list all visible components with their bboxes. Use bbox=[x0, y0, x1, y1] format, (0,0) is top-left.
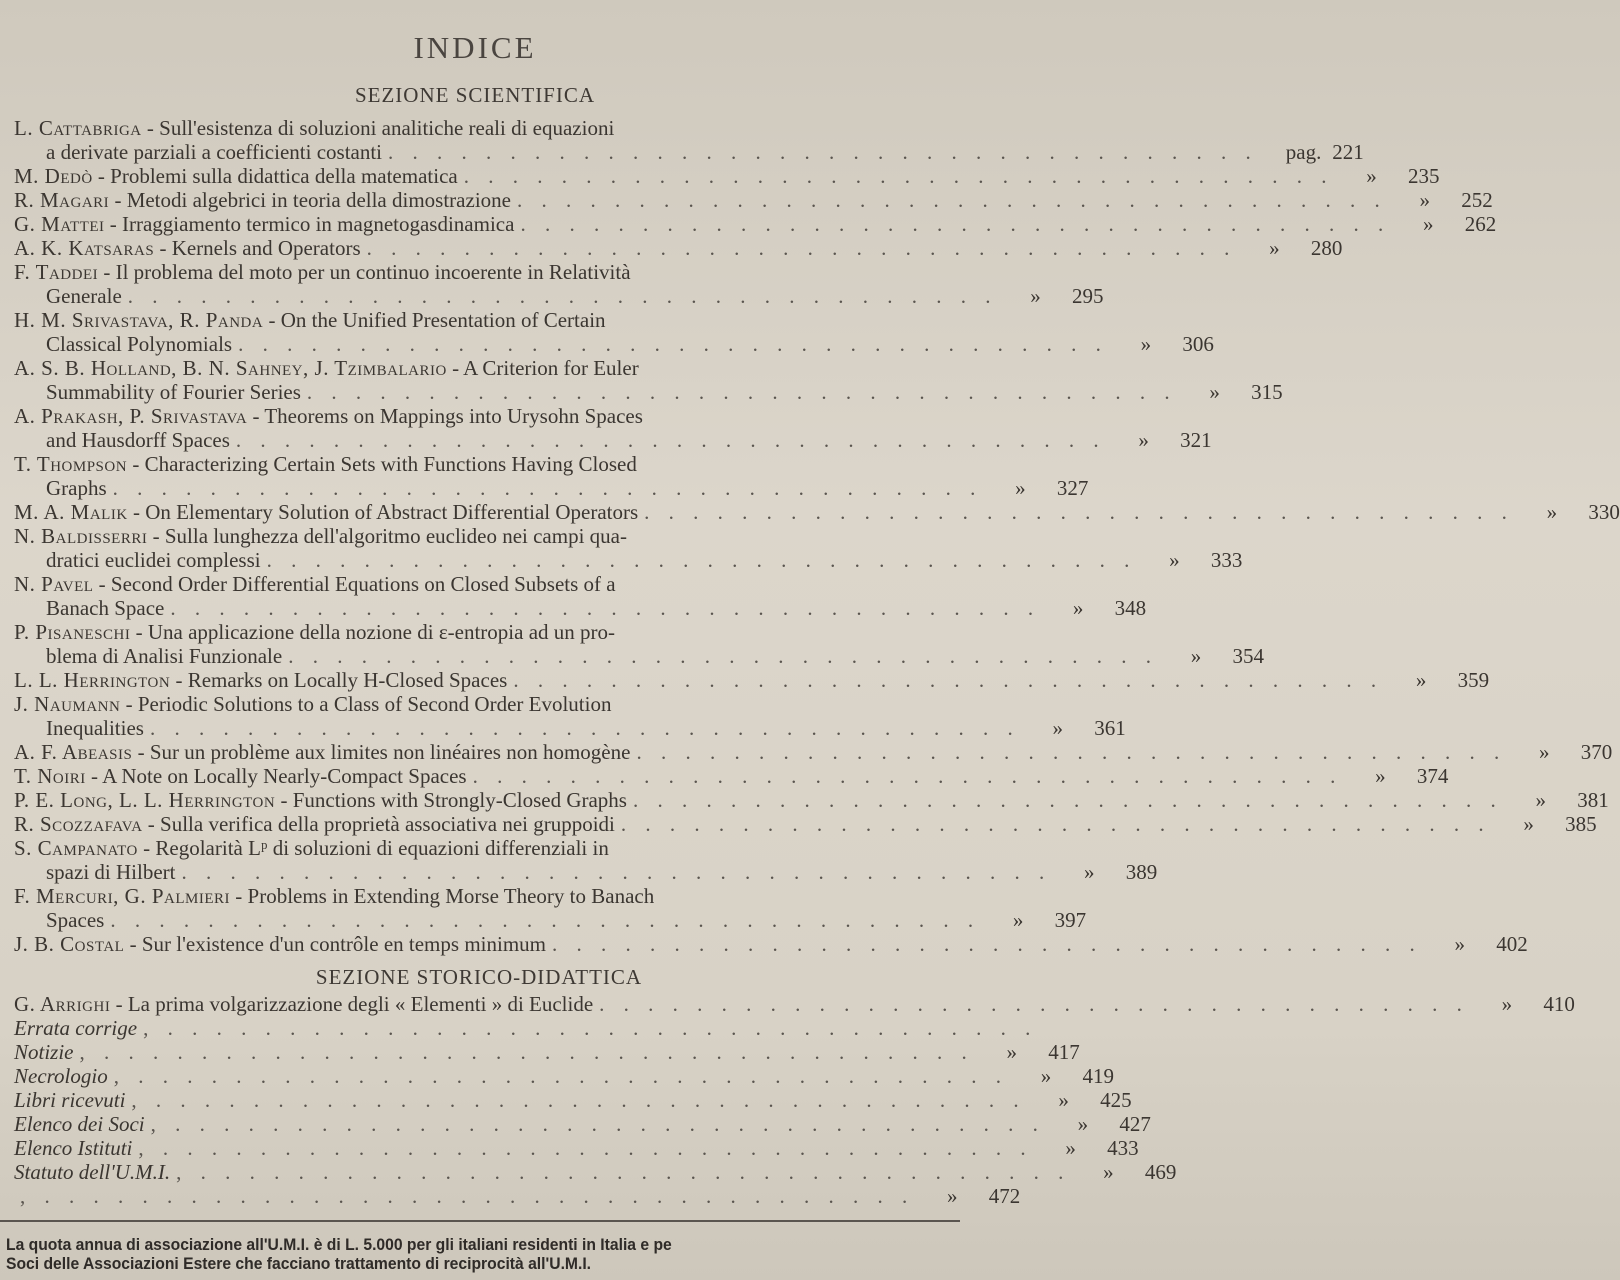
page-ref bbox=[1051, 1112, 1151, 1136]
entry-text bbox=[46, 332, 232, 356]
entry-author: P. E. Long, L. L. Herrington bbox=[14, 788, 276, 812]
page-ref bbox=[1043, 1016, 1143, 1040]
page-ref bbox=[1112, 428, 1212, 452]
page-ref bbox=[1396, 212, 1496, 236]
page-marker: » bbox=[1269, 236, 1280, 260]
entry-text: A. K. Katsaras - Kernels and Operators bbox=[14, 236, 361, 260]
dot-leader: . . . . . . . . . . . . . . . . . . . . . . . . . . . . . . . . . . . . bbox=[127, 284, 998, 308]
footer-line-2: Soci delle Associazioni Estere che facciano trattamento di reciprocità all'U.M.I. bbox=[6, 1255, 592, 1273]
entry-author: F. Mercuri, G. Palmieri bbox=[14, 884, 231, 908]
entry-title: La prima volgarizzazione degli « Elementi » di Euclide bbox=[127, 992, 594, 1016]
misc-entry bbox=[14, 1112, 1151, 1136]
entry-text: N. Pavel - Second Order Differential Equations on Closed Subsets of a bbox=[14, 572, 616, 596]
page-number: 280 bbox=[1310, 236, 1343, 260]
entry-title: Una applicazione della nozione di ε-entropia ad un pro- bbox=[147, 620, 616, 644]
page-number: 417 bbox=[1048, 1040, 1080, 1064]
page-marker: » bbox=[1366, 164, 1377, 188]
page-ref bbox=[1004, 284, 1104, 308]
dot-leader: . . . . . . . . . . . . . . . . . . . . . . . . . . . . . . . . . . . . bbox=[366, 236, 1237, 260]
page-marker: » bbox=[1375, 764, 1386, 788]
dot-leader: . . . . . . . . . . . . . . . . . . . . . . . . . . . . . . . . . . . . bbox=[288, 644, 1158, 668]
entry-text: P. Pisaneschi - Una applicazione della nozione di ε-entropia ad un pro- bbox=[14, 620, 616, 644]
page-ref bbox=[1026, 716, 1126, 740]
page-number: 381 bbox=[1577, 788, 1609, 812]
page-ref bbox=[1339, 164, 1439, 188]
entry-title: Kernels and Operators bbox=[171, 236, 361, 260]
toc-entry-line bbox=[14, 524, 944, 548]
entry-text bbox=[46, 380, 301, 404]
page-marker: » bbox=[1072, 596, 1084, 620]
entry-title: Sur l'existence d'un contrôle en temps minimum bbox=[141, 932, 546, 956]
entry-title: A Criterion for Euler bbox=[463, 356, 639, 380]
page-number: 402 bbox=[1496, 932, 1528, 956]
toc-entry-line bbox=[14, 620, 944, 644]
page-number: 397 bbox=[1054, 908, 1087, 932]
page-number: 472 bbox=[988, 1184, 1021, 1208]
page-ref bbox=[1039, 1136, 1139, 1160]
entry-author: A. Prakash, P. Srivastava bbox=[14, 404, 248, 428]
toc-entry-line bbox=[14, 644, 1264, 668]
toc-entry-line bbox=[14, 716, 1126, 740]
entry-title: Classical Polynomials bbox=[46, 332, 233, 356]
dot-leader: . . . . . . . . . . . . . . . . . . . . . . . . . . . . . . . . . . . . bbox=[181, 860, 1052, 884]
entry-title: spazi di Hilbert bbox=[46, 860, 176, 884]
page-number: 385 bbox=[1565, 812, 1597, 836]
toc-entry-line bbox=[14, 572, 944, 596]
entry-title: On the Unified Presentation of Certain bbox=[280, 308, 606, 332]
page-ref bbox=[1520, 500, 1620, 524]
entry-text bbox=[46, 716, 144, 740]
entry-title: Theorems on Mappings into Urysohn Spaces bbox=[264, 404, 643, 428]
dot-leader: , . . . . . . . . . . . . . . . . . . . . . . . . . . . . . . . . . . . . bbox=[79, 1040, 974, 1064]
page-marker: » bbox=[1454, 932, 1465, 956]
entry-text bbox=[46, 644, 282, 668]
page-marker: » bbox=[1538, 740, 1550, 764]
misc-label: Errata corrige bbox=[14, 1016, 138, 1040]
page-number: 370 bbox=[1580, 740, 1613, 764]
misc-label: Elenco Istituti bbox=[14, 1136, 133, 1160]
misc-label: Notizie bbox=[14, 1040, 74, 1064]
page-number: 433 bbox=[1107, 1136, 1139, 1160]
toc-entry-line bbox=[14, 812, 1597, 836]
dot-leader: , . . . . . . . . . . . . . . . . . . . . . . . . . . . . . . . . . . . . bbox=[20, 1184, 915, 1208]
entry-text: L. Cattabriga - Sull'esistenza di soluzioni analitiche reali di equazioni bbox=[14, 116, 615, 140]
toc-entry-line bbox=[14, 692, 944, 716]
page-marker: » bbox=[1501, 992, 1513, 1016]
toc-entry-line bbox=[14, 116, 944, 140]
toc-entry-line bbox=[14, 380, 1283, 404]
page-marker: » bbox=[1040, 1064, 1052, 1088]
page-number: 221 bbox=[1332, 140, 1364, 164]
page-number: 321 bbox=[1180, 428, 1212, 452]
entry-title: a derivate parziali a coefficienti costanti bbox=[46, 140, 383, 164]
toc-entry-line bbox=[14, 764, 1449, 788]
entry-text: F. Taddei - Il problema del moto per un continuo incoerente in Relatività bbox=[14, 260, 631, 284]
table-of-contents bbox=[14, 116, 1620, 1208]
misc-label: Necrologio bbox=[14, 1064, 108, 1088]
entry-text bbox=[46, 596, 164, 620]
page-ref bbox=[1509, 788, 1609, 812]
page-number: 410 bbox=[1543, 992, 1575, 1016]
dot-leader: . . . . . . . . . . . . . . . . . . . . . . . . . . . . . . . . . . . . bbox=[472, 764, 1343, 788]
toc-entry-line bbox=[14, 500, 1620, 524]
entry-author: G. Arrighi bbox=[14, 992, 111, 1016]
entry-title: Spaces bbox=[46, 908, 105, 932]
entry-author: M. Dedò bbox=[14, 164, 93, 188]
page-marker: » bbox=[1422, 212, 1434, 236]
page-ref bbox=[1142, 548, 1242, 572]
dot-leader: . . . . . . . . . . . . . . . . . . . . . . . . . . . . . . . . . . . . bbox=[170, 596, 1041, 620]
toc-entry-line bbox=[14, 788, 1609, 812]
entry-title: Sulla verifica della proprietà associativa nei gruppoidi bbox=[160, 812, 615, 836]
entry-title: Generale bbox=[46, 284, 122, 308]
dot-leader: . . . . . . . . . . . . . . . . . . . . . . . . . . . . . . . . . . . . bbox=[235, 428, 1106, 452]
toc-entry-line bbox=[14, 476, 1089, 500]
page-number: 354 bbox=[1232, 644, 1264, 668]
entry-text: H. M. Srivastava, R. Panda - On the Unified Presentation of Certain bbox=[14, 308, 606, 332]
dot-leader: , . . . . . . . . . . . . . . . . . . . . . . . . . . . . . . . . . . . . bbox=[176, 1160, 1071, 1184]
misc-entry bbox=[14, 1160, 1177, 1184]
entry-text: T. Noiri - A Note on Locally Nearly-Compact Spaces bbox=[14, 764, 467, 788]
toc-entry-line bbox=[14, 356, 944, 380]
dot-leader: . . . . . . . . . . . . . . . . . . . . . . . . . . . . . . . . . . . . bbox=[520, 212, 1391, 236]
dot-leader: . . . . . . . . . . . . . . . . . . . . . . . . . . . . . . . . . . . . bbox=[149, 716, 1020, 740]
entry-title: dratici euclidei complessi bbox=[46, 548, 261, 572]
page-ref bbox=[1076, 1160, 1176, 1184]
footer-note bbox=[6, 1236, 956, 1274]
entry-title: blema di Analisi Funzionale bbox=[46, 644, 283, 668]
page-marker: » bbox=[1103, 1160, 1114, 1184]
page-number: 374 bbox=[1416, 764, 1449, 788]
page-marker: » bbox=[1052, 716, 1063, 740]
entry-title: Banach Space bbox=[46, 596, 165, 620]
page-number: 330 bbox=[1588, 500, 1620, 524]
entry-text bbox=[46, 860, 175, 884]
entry-author: R. Magari bbox=[14, 188, 110, 212]
index-title: INDICE bbox=[413, 30, 537, 65]
entry-title: Problemi sulla didattica della matematica bbox=[110, 164, 458, 188]
entry-text: M. A. Malik - On Elementary Solution of Abstract Differential Operators bbox=[14, 500, 639, 524]
entry-text: A. Prakash, P. Srivastava - Theorems on Mappings into Urysohn Spaces bbox=[14, 404, 643, 428]
toc-entry-line bbox=[14, 404, 944, 428]
page-ref bbox=[1114, 332, 1214, 356]
dot-leader: . . . . . . . . . . . . . . . . . . . . . . . . . . . . . . . . . . . . bbox=[388, 140, 1258, 164]
entry-title: Metodi algebrici in teoria della dimostrazione bbox=[126, 188, 511, 212]
entry-text: G. Arrighi - La prima volgarizzazione degli « Elementi » di Euclide bbox=[14, 992, 594, 1016]
page-marker: » bbox=[1015, 476, 1026, 500]
toc-entry-line bbox=[14, 992, 1575, 1016]
misc-entry bbox=[14, 1016, 1038, 1040]
entry-title: Periodic Solutions to a Class of Second Order Evolution bbox=[137, 692, 612, 716]
dot-leader: . . . . . . . . . . . . . . . . . . . . . . . . . . . . . . . . . . . . bbox=[238, 332, 1108, 356]
page-marker: » bbox=[1077, 1112, 1089, 1136]
entry-author: J. B. Costal bbox=[14, 932, 125, 956]
entry-author: T. Noiri bbox=[14, 764, 86, 788]
page-ref bbox=[1348, 764, 1448, 788]
entry-text bbox=[46, 140, 382, 164]
entry-title: Graphs bbox=[46, 476, 107, 500]
page-marker: » bbox=[1546, 500, 1558, 524]
page-number: 389 bbox=[1125, 860, 1158, 884]
toc-entry-line bbox=[14, 332, 1214, 356]
dot-leader: . . . . . . . . . . . . . . . . . . . . . . . . . . . . . . . . . . . . bbox=[306, 380, 1177, 404]
entry-text: S. Campanato - Regolarità Lᵖ di soluzioni di equazioni differenziali in bbox=[14, 836, 609, 860]
misc-entry bbox=[14, 1040, 1080, 1064]
entry-author: P. Pisaneschi bbox=[14, 620, 131, 644]
entry-author: F. Taddei bbox=[14, 260, 99, 284]
page-marker: » bbox=[1083, 860, 1095, 884]
toc-entry-line bbox=[14, 908, 1087, 932]
page-number: 315 bbox=[1251, 380, 1283, 404]
page-ref bbox=[1057, 860, 1157, 884]
toc-entry-line bbox=[14, 836, 944, 860]
divider bbox=[0, 1220, 960, 1222]
page-number: 359 bbox=[1457, 668, 1490, 692]
entry-title: Problems in Extending Morse Theory to Banach bbox=[247, 884, 655, 908]
toc-entry-line bbox=[14, 548, 1243, 572]
page-marker: » bbox=[947, 1184, 958, 1208]
page-ref bbox=[920, 1184, 1020, 1208]
dot-leader: . . . . . . . . . . . . . . . . . . . . . . . . . . . . . . . . . . . . bbox=[636, 740, 1507, 764]
page-ref bbox=[1393, 188, 1493, 212]
toc-entry-line bbox=[14, 428, 1212, 452]
dot-leader: , . . . . . . . . . . . . . . . . . . . . . . . . . . . . . . . . . . . . bbox=[150, 1112, 1045, 1136]
entry-text: J. B. Costal - Sur l'existence d'un contrôle en temps minimum bbox=[14, 932, 546, 956]
entry-title: Characterizing Certain Sets with Functions Having Closed bbox=[144, 452, 637, 476]
toc-entry-line bbox=[14, 308, 944, 332]
entry-text: P. E. Long, L. L. Herrington - Functions with Strongly-Closed Graphs bbox=[14, 788, 627, 812]
page-ref bbox=[1032, 1088, 1132, 1112]
entry-title: Second Order Differential Equations on Closed Subsets of a bbox=[110, 572, 616, 596]
toc-entry-line bbox=[14, 260, 944, 284]
entry-text bbox=[46, 476, 107, 500]
toc-entry-line bbox=[14, 668, 1490, 692]
dot-leader: . . . . . . . . . . . . . . . . . . . . . . . . . . . . . . . . . . . . bbox=[516, 188, 1387, 212]
page-number: 306 bbox=[1182, 332, 1214, 356]
dot-leader: , . . . . . . . . . . . . . . . . . . . . . . . . . . . . . . . . . . . . bbox=[131, 1088, 1026, 1112]
toc-entry-line bbox=[14, 188, 1493, 212]
toc-entry-line bbox=[14, 860, 1158, 884]
entry-title: Irraggiamento termico in magnetogasdinamica bbox=[122, 212, 515, 236]
entry-author: N. Baldisserri bbox=[14, 524, 148, 548]
entry-author: A. S. B. Holland, B. N. Sahney, J. Tzimbalario bbox=[14, 356, 447, 380]
entry-text: G. Mattei - Irraggiamento termico in magnetogasdinamica bbox=[14, 212, 515, 236]
misc-entry bbox=[14, 1064, 1114, 1088]
page-ref bbox=[1475, 992, 1575, 1016]
misc-label: Statuto dell'U.M.I. bbox=[14, 1160, 171, 1184]
toc-entry-line bbox=[14, 452, 944, 476]
entry-text: A. S. B. Holland, B. N. Sahney, J. Tzimbalario - A Criterion for Euler bbox=[14, 356, 639, 380]
page-number: 361 bbox=[1094, 716, 1126, 740]
dot-leader: . . . . . . . . . . . . . . . . . . . . . . . . . . . . . . . . . . . . bbox=[632, 788, 1503, 812]
page-ref bbox=[1183, 380, 1283, 404]
entry-text: T. Thompson - Characterizing Certain Sets with Functions Having Closed bbox=[14, 452, 637, 476]
page-ref bbox=[1164, 644, 1264, 668]
page-marker: » bbox=[1415, 668, 1427, 692]
entry-text: J. Naumann - Periodic Solutions to a Class of Second Order Evolution bbox=[14, 692, 612, 716]
entry-author: J. Naumann bbox=[14, 692, 121, 716]
toc-entry-line bbox=[14, 884, 944, 908]
section-heading-historical: SEZIONE STORICO-DIDATTICA bbox=[315, 965, 643, 989]
page-ref bbox=[1046, 596, 1146, 620]
dot-leader: . . . . . . . . . . . . . . . . . . . . . . . . . . . . . . . . . . . . bbox=[552, 932, 1422, 956]
page-number: 252 bbox=[1461, 188, 1493, 212]
misc-entry bbox=[14, 1136, 1139, 1160]
entry-title: Inequalities bbox=[46, 716, 144, 740]
entry-author: L. L. Herrington bbox=[14, 668, 171, 692]
entry-author: H. M. Srivastava, R. Panda bbox=[14, 308, 264, 332]
page-number: 419 bbox=[1082, 1064, 1114, 1088]
page-marker: » bbox=[1419, 188, 1430, 212]
toc-entry-line bbox=[14, 212, 1497, 236]
page-marker: » bbox=[1006, 1040, 1018, 1064]
entry-text: N. Baldisserri - Sulla lunghezza dell'algoritmo euclideo nei campi qua- bbox=[14, 524, 627, 548]
misc-label: Libri ricevuti bbox=[14, 1088, 126, 1112]
page-marker: » bbox=[1138, 428, 1149, 452]
page-marker: » bbox=[1209, 380, 1220, 404]
toc-entry-line bbox=[14, 740, 1613, 764]
entry-text bbox=[46, 908, 104, 932]
page-number: 333 bbox=[1210, 548, 1243, 572]
page-ref bbox=[1512, 740, 1612, 764]
page-marker: » bbox=[1190, 644, 1202, 668]
entry-text: M. Dedò - Problemi sulla didattica della matematica bbox=[14, 164, 458, 188]
page-number: 425 bbox=[1100, 1088, 1132, 1112]
page-ref bbox=[1014, 1064, 1114, 1088]
page-ref bbox=[986, 908, 1086, 932]
page-number: 427 bbox=[1119, 1112, 1151, 1136]
page-ref bbox=[1389, 668, 1489, 692]
entry-author: A. F. Abeasis bbox=[14, 740, 133, 764]
misc-entry bbox=[14, 1184, 1021, 1208]
toc-entry-line bbox=[14, 284, 1104, 308]
entry-title: On Elementary Solution of Abstract Differential Operators bbox=[145, 500, 639, 524]
entry-text bbox=[46, 548, 261, 572]
page-marker: » bbox=[1169, 548, 1180, 572]
entry-text bbox=[46, 428, 230, 452]
entry-text: L. L. Herrington - Remarks on Locally H-Closed Spaces bbox=[14, 668, 508, 692]
toc-entry-line bbox=[14, 236, 1343, 260]
page-ref bbox=[1497, 812, 1597, 836]
page-ref bbox=[1264, 140, 1364, 164]
entry-text: F. Mercuri, G. Palmieri - Problems in Extending Morse Theory to Banach bbox=[14, 884, 655, 908]
page-number: 262 bbox=[1464, 212, 1497, 236]
page-marker: » bbox=[1523, 812, 1534, 836]
page-marker: » bbox=[1030, 284, 1041, 308]
entry-title: Remarks on Locally H-Closed Spaces bbox=[187, 668, 508, 692]
dot-leader: . . . . . . . . . . . . . . . . . . . . . . . . . . . . . . . . . . . . bbox=[463, 164, 1334, 188]
entry-title: Regolarità Lᵖ di soluzioni di equazioni differenziali in bbox=[155, 836, 609, 860]
toc-entry-line bbox=[14, 164, 1440, 188]
page-marker: » bbox=[1535, 788, 1546, 812]
page-ref bbox=[980, 1040, 1080, 1064]
page-number: 348 bbox=[1114, 596, 1147, 620]
dot-leader: . . . . . . . . . . . . . . . . . . . . . . . . . . . . . . . . . . . . bbox=[513, 668, 1384, 692]
entry-title: Functions with Strongly-Closed Graphs bbox=[292, 788, 627, 812]
page-ref bbox=[1428, 932, 1528, 956]
entry-text: A. F. Abeasis - Sur un problème aux limites non linéaires non homogène bbox=[14, 740, 631, 764]
page-ref bbox=[988, 476, 1088, 500]
entry-title: Sull'esistenza di soluzioni analitiche reali di equazioni bbox=[159, 116, 615, 140]
entry-author: R. Scozzafava bbox=[14, 812, 143, 836]
entry-author: S. Campanato bbox=[14, 836, 138, 860]
page-marker: » bbox=[1012, 908, 1024, 932]
entry-author: G. Mattei bbox=[14, 212, 105, 236]
toc-entry-line bbox=[14, 140, 1364, 164]
dot-leader: , . . . . . . . . . . . . . . . . . . . . . . . . . . . . . . . . . . . . bbox=[143, 1016, 1038, 1040]
entry-text: R. Magari - Metodi algebrici in teoria della dimostrazione bbox=[14, 188, 511, 212]
section-heading-scientific: SEZIONE SCIENTIFICA bbox=[354, 83, 596, 107]
dot-leader: . . . . . . . . . . . . . . . . . . . . . . . . . . . . . . . . . . . . bbox=[110, 908, 981, 932]
page-number: 469 bbox=[1144, 1160, 1177, 1184]
page-marker: » bbox=[1058, 1088, 1069, 1112]
page-number: 295 bbox=[1072, 284, 1104, 308]
page-marker: » bbox=[1065, 1136, 1076, 1160]
entry-title: A Note on Locally Nearly-Compact Spaces bbox=[102, 764, 467, 788]
toc-entry-line bbox=[14, 932, 1528, 956]
dot-leader: . . . . . . . . . . . . . . . . . . . . . . . . . . . . . . . . . . . . bbox=[644, 500, 1514, 524]
entry-author: N. Pavel bbox=[14, 572, 94, 596]
entry-title: and Hausdorff Spaces bbox=[46, 428, 230, 452]
page-ref bbox=[1242, 236, 1342, 260]
dot-leader: . . . . . . . . . . . . . . . . . . . . . . . . . . . . . . . . . . . . bbox=[266, 548, 1137, 572]
dot-leader: , . . . . . . . . . . . . . . . . . . . . . . . . . . . . . . . . . . . . bbox=[113, 1064, 1008, 1088]
dot-leader: . . . . . . . . . . . . . . . . . . . . . . . . . . . . . . . . . . . . bbox=[599, 992, 1469, 1016]
footer-line-1: La quota annua di associazione all'U.M.I. è di L. 5.000 per gli italiani residenti in Italia e pe bbox=[6, 1236, 672, 1254]
entry-title: Sulla lunghezza dell'algoritmo euclideo nei campi qua- bbox=[164, 524, 627, 548]
dot-leader: . . . . . . . . . . . . . . . . . . . . . . . . . . . . . . . . . . . . bbox=[620, 812, 1491, 836]
entry-title: Sur un problème aux limites non linéaires non homogène bbox=[149, 740, 631, 764]
entry-text: R. Scozzafava - Sulla verifica della proprietà associativa nei gruppoidi bbox=[14, 812, 615, 836]
entry-text bbox=[46, 284, 122, 308]
misc-label: Elenco dei Soci bbox=[14, 1112, 145, 1136]
page-number: 235 bbox=[1407, 164, 1440, 188]
entry-title: Il problema del moto per un continuo incoerente in Relatività bbox=[115, 260, 631, 284]
entry-author: T. Thompson bbox=[14, 452, 128, 476]
dot-leader: , . . . . . . . . . . . . . . . . . . . . . . . . . . . . . . . . . . . . bbox=[138, 1136, 1033, 1160]
page-number: 327 bbox=[1056, 476, 1089, 500]
page-marker: pag. bbox=[1285, 140, 1322, 164]
entry-author: M. A. Malik bbox=[14, 500, 128, 524]
misc-entry bbox=[14, 1088, 1132, 1112]
toc-entry-line bbox=[14, 596, 1147, 620]
entry-title: Summability of Fourier Series bbox=[46, 380, 301, 404]
entry-author: L. Cattabriga bbox=[14, 116, 142, 140]
dot-leader: . . . . . . . . . . . . . . . . . . . . . . . . . . . . . . . . . . . . bbox=[112, 476, 983, 500]
entry-author: A. K. Katsaras bbox=[14, 236, 155, 260]
page-marker: » bbox=[1140, 332, 1152, 356]
